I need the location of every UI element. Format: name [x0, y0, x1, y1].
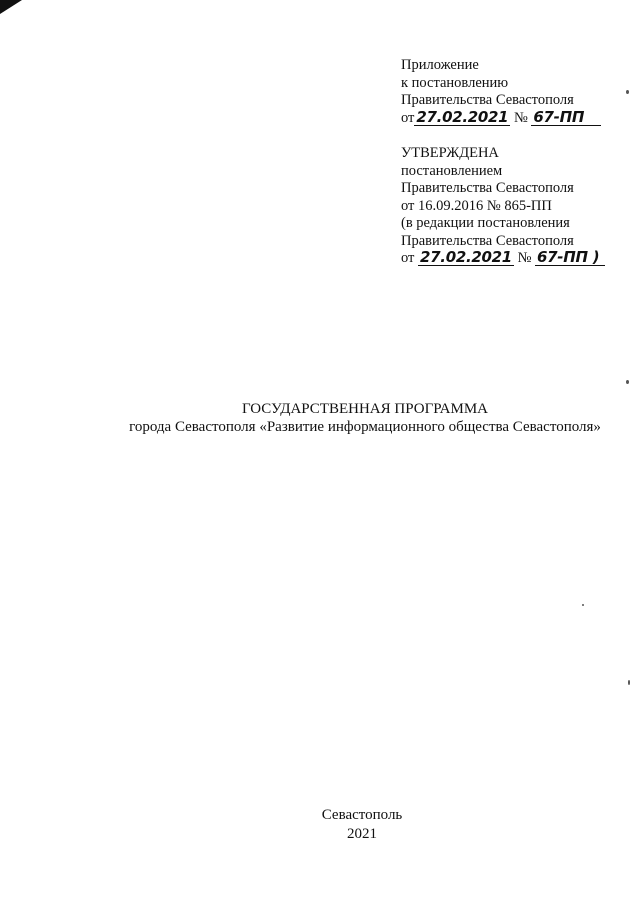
- appendix-line-2: к постановлению: [401, 74, 509, 91]
- program-title-line-2: города Севастополя «Развитие информационного общества Севастополя»: [129, 419, 601, 435]
- approved-line-3: Правительства Севастополя: [401, 180, 574, 196]
- approved-line-1: УТВЕРЖДЕНА: [401, 145, 499, 161]
- approved-from-prefix: от: [401, 250, 415, 266]
- approved-handwritten-number: [535, 250, 605, 266]
- scan-speck: [628, 680, 630, 685]
- program-title: [0, 400, 640, 436]
- appendix-handwritten-number: 67-ПП: [531, 110, 601, 126]
- appendix-number-sign: №: [513, 109, 528, 126]
- scan-corner-mark: [0, 0, 22, 14]
- scan-speck: [582, 604, 584, 606]
- approved-number-sign: №: [517, 250, 532, 266]
- approved-line-6: Правительства Севастополя: [401, 232, 574, 249]
- program-title-line-1: ГОСУДАРСТВЕННАЯ ПРОГРАММА: [241, 401, 489, 417]
- appendix-line-1: Приложение: [401, 57, 479, 73]
- scan-speck: [626, 380, 629, 384]
- approved-line-2: постановлением: [401, 162, 503, 179]
- footer-block: [0, 806, 640, 843]
- approved-closing-paren: ): [592, 248, 600, 266]
- approved-date-line: [401, 250, 605, 268]
- appendix-from-prefix: от: [401, 109, 415, 126]
- appendix-line-3: Правительства Севастополя: [401, 92, 574, 108]
- appendix-date-line: [401, 107, 601, 128]
- footer-city: Севастополь: [321, 807, 403, 823]
- approved-line-4: от 16.09.2016 № 865-ПП: [401, 197, 552, 214]
- approved-handwritten-date: 27.02.2021: [420, 248, 512, 266]
- scan-speck: [626, 90, 629, 94]
- appendix-handwritten-date: 27.02.2021: [416, 107, 509, 126]
- footer-year: 2021: [347, 825, 377, 842]
- approved-handwritten-number-text: 67-ПП: [537, 248, 588, 266]
- approved-block: [401, 145, 605, 268]
- approved-line-5: (в редакции постановления: [401, 215, 570, 231]
- appendix-block: [401, 57, 601, 127]
